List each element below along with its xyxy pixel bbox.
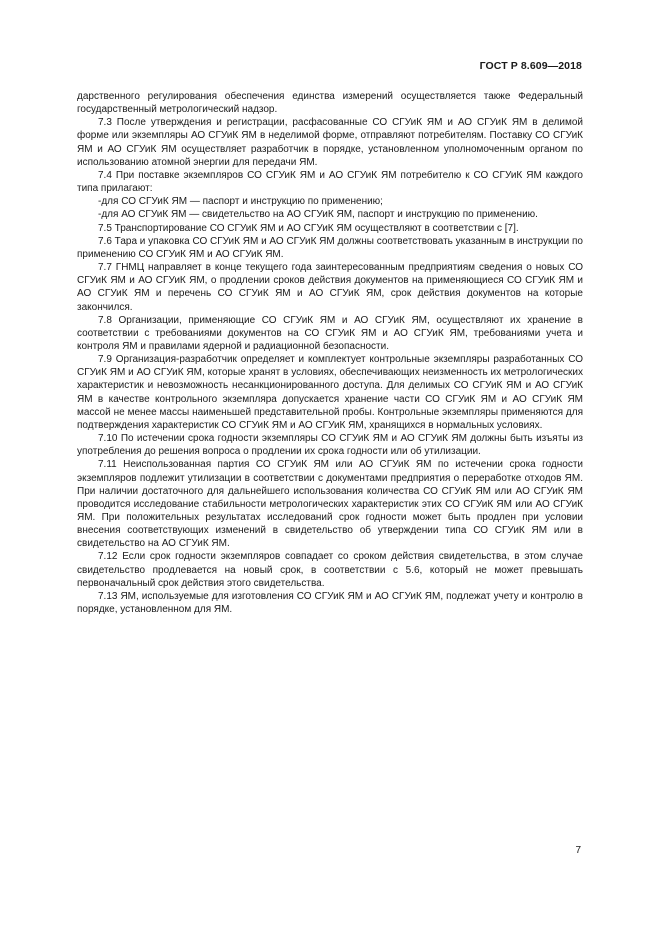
paragraph-7-13: 7.13 ЯМ, используемые для изготовления СО СГУиК ЯМ и АО СГУиК ЯМ, подлежат учету и контролю в порядке, установленном для ЯМ.	[77, 590, 583, 616]
paragraph-7-11: 7.11 Неиспользованная партия СО СГУиК ЯМ или АО СГУиК ЯМ по истечении срока годности экземпляров подлежит утилизации в соответствии с документами предприятия о переработке отходов ЯМ. При наличии достаточного для дальнейшего использования количества СО СГУиК ЯМ или АО СГУиК ЯМ проводится исследование стабильности метрологических характеристик этих СО СГУиК ЯМ или АО СГУиК ЯМ. При положительных результатах исследований срок годности может быть продлен при условии внесения соответствующих изменений в свидетельство об утверждении типа СО СГУиК ЯМ или в свидетельство на АО СГУиК ЯМ.	[77, 459, 583, 550]
page-number: 7	[575, 845, 581, 856]
paragraph-7-3: 7.3 После утверждения и регистрации, расфасованные СО СГУиК ЯМ и АО СГУиК ЯМ в делимой форме или экземпляры АО СГУиК ЯМ в неделимой форме, отправляют потребителям. Поставку СО СГУиК ЯМ и АО СГУиК ЯМ осуществляет разработчик в порядке, установленном уполномоченным органом по использованию атомной энергии для передачи ЯМ.	[77, 117, 583, 168]
paragraph-7-8: 7.8 Организации, применяющие СО СГУиК ЯМ и АО СГУиК ЯМ, осуществляют их хранение в соответствии с требованиями документов на СО СГУиК ЯМ и АО СГУиК ЯМ, требованиями учета и контроля ЯМ и правилами ядерной и радиационной безопасности.	[77, 314, 583, 352]
list-item	[77, 195, 583, 208]
list-item	[77, 208, 583, 221]
paragraph-7-6: 7.6 Тара и упаковка СО СГУиК ЯМ и АО СГУиК ЯМ должны соответствовать указанным в инструкции по применению СО СГУиК ЯМ и АО СГУиК ЯМ.	[77, 235, 583, 260]
list-item-text: для АО СГУиК ЯМ — свидетельство на АО СГУиК ЯМ, паспорт и инструкцию по применению.	[101, 209, 538, 221]
document-body	[77, 90, 583, 616]
paragraph-7-4: 7.4 При поставке экземпляров СО СГУиК ЯМ и АО СГУиК ЯМ потребителю к СО СГУиК ЯМ каждого типа прилагают:	[77, 169, 583, 195]
paragraph-7-9: 7.9 Организация-разработчик определяет и комплектует контрольные экземпляры разработанных СО СГУиК ЯМ и АО СГУиК ЯМ, которые хранят в условиях, обеспечивающих неизменность их метрологических характеристик и невозможность несанкционированного доступа. Для делимых СО СГУиК ЯМ и АО СГУиК ЯМ в качестве контрольного экземпляра допускается хранение части СО СГУиК ЯМ и АО СГУиК ЯМ массой не менее массы наименьшей представительной пробы. Контрольные экземпляры применяются для подтверждения характеристик СО СГУиК ЯМ и АО СГУиК ЯМ, хранящихся в нормальных условиях.	[77, 354, 583, 431]
dash-marker: -	[98, 196, 102, 208]
paragraph-7-7: 7.7 ГНМЦ направляет в конце текущего года заинтересованным предприятиям сведения о новых СО СГУиК ЯМ и АО СГУиК ЯМ, о продлении сроков действия документов на применяющиеся СО СГУиК ЯМ и АО СГУиК ЯМ и перечень СО СГУиК ЯМ и АО СГУиК ЯМ, срок действия документов на которые закончился.	[77, 262, 583, 313]
document-header: ГОСТ Р 8.609—2018	[479, 60, 582, 72]
paragraph-7-10: 7.10 По истечении срока годности экземпляры СО СГУиК ЯМ и АО СГУиК ЯМ должны быть изъяты из употребления до решения вопроса о продлении их срока годности или об утилизации.	[77, 433, 583, 458]
list-item-text: для СО СГУиК ЯМ — паспорт и инструкцию по применению;	[101, 196, 383, 208]
dash-marker: -	[98, 209, 102, 221]
paragraph-continuation: дарственного регулирования обеспечения единства измерений осуществляется также Федеральный государственный метрологический надзор.	[77, 91, 583, 116]
paragraph-7-5: 7.5 Транспортирование СО СГУиК ЯМ и АО СГУиК ЯМ осуществляют в соответствии с [7].	[98, 222, 519, 234]
paragraph-7-12: 7.12 Если срок годности экземпляров совпадает со сроком действия свидетельства, в этом случае свидетельство продлевается на новый срок, в соответствии с 5.6, который не может превышать первоначальный срок действия этого свидетельства.	[77, 551, 583, 589]
